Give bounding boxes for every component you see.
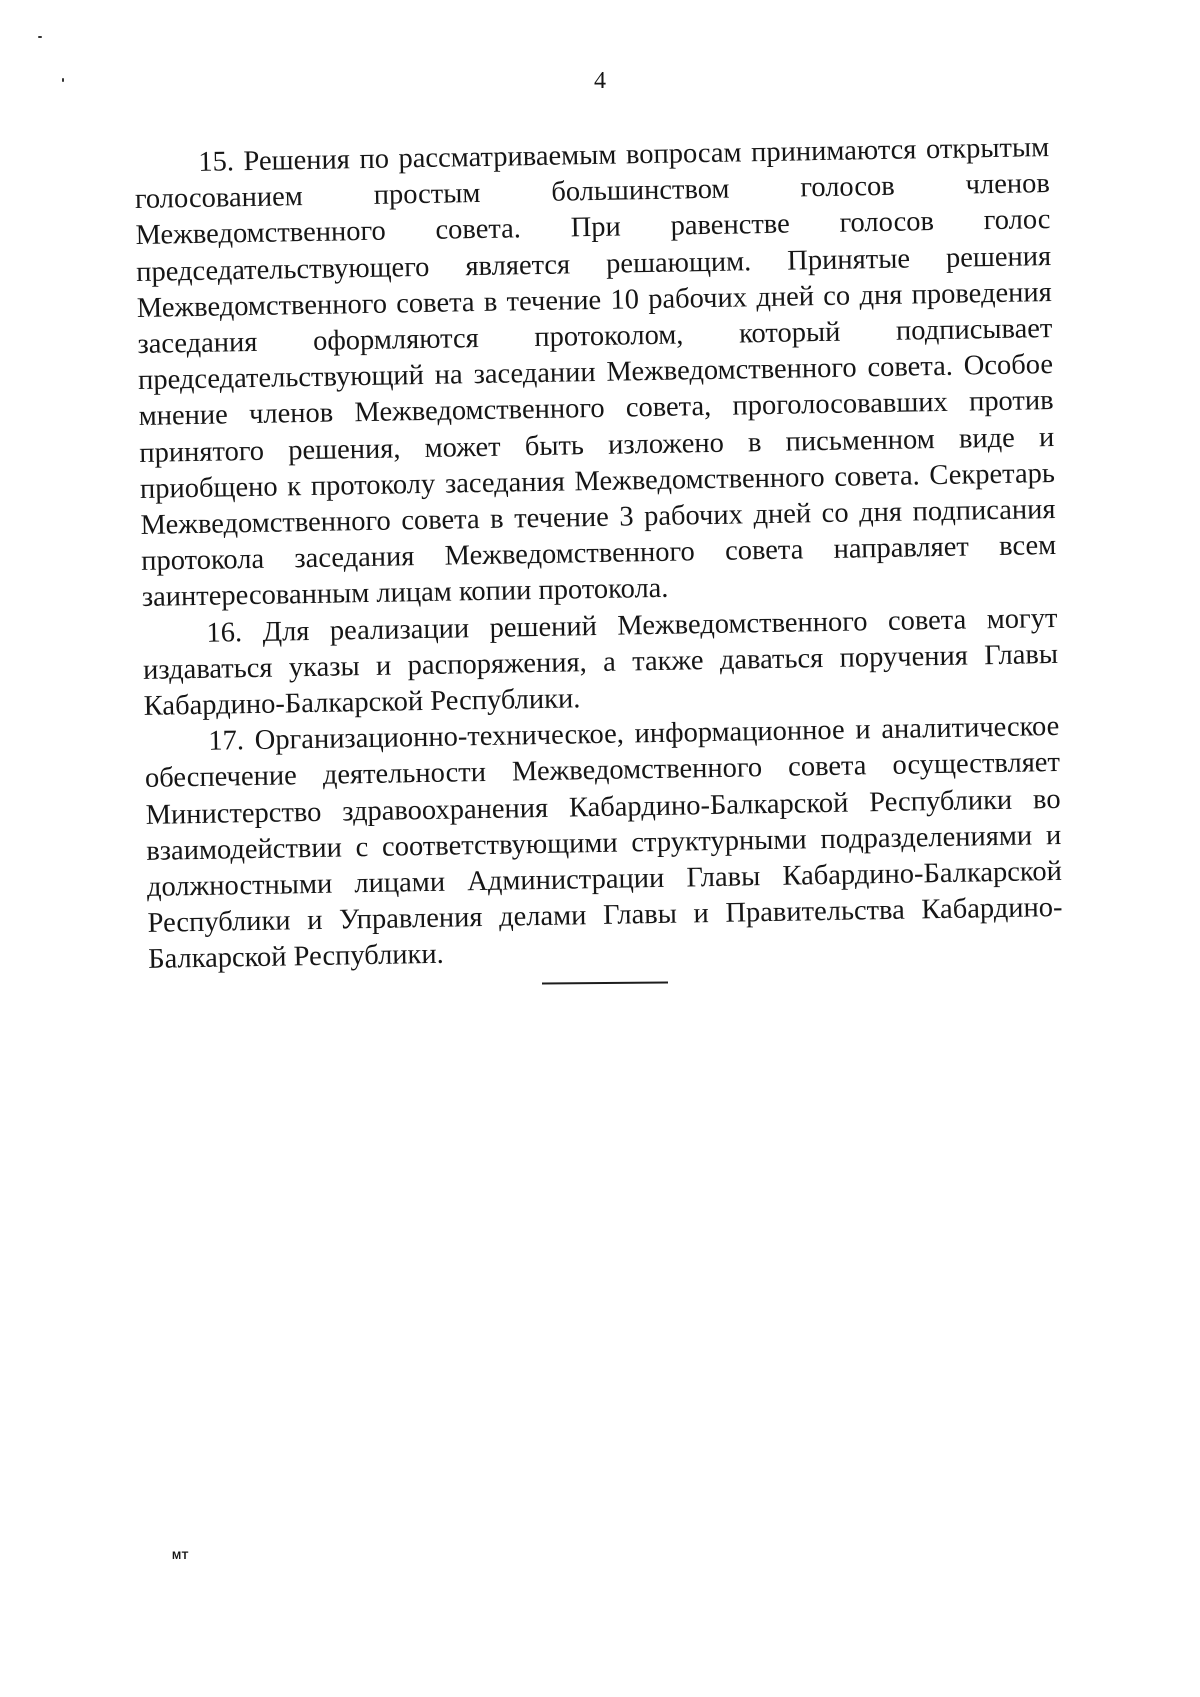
- scan-speck: [38, 36, 42, 38]
- paragraph-15: 15. Решения по рассматриваемым вопросам принимаются открытым голосованием простым большинством голосов членов Межведомственного совета. При равенстве голосов голос председательствующего является решающим. Принятые решения Межведомственного совета в течение 10 рабочих дней со дня проведения заседания оформляются протоколом, который подписывает председательствующий на заседании Межведомственного совета. Особое мнение членов Межведомственного совета, проголосовавших против принятого решения, может быть изложено в письменном виде и приобщено к протоколу заседания Межведомственного совета. Секретарь Межведомственного совета в течение 3 рабочих дней со дня подписания протокола заседания Межведомственного совета направляет всем заинтересованным лицам копии протокола.: [134, 132, 1057, 614]
- closing-divider-line: [542, 981, 668, 984]
- paragraph-16: 16. Для реализации решений Межведомственного совета могут издаваться указы и распоряжения, а также даваться поручения Главы Кабардино-Балкарской Республики.: [142, 602, 1059, 722]
- paragraph-17: 17. Организационно-техническое, информационное и аналитическое обеспечение деятельности Межведомственного совета осуществляет Министерство здравоохранения Кабардино-Балкарской Республики во взаимодействии с соответствующими структурными подразделениями и должностными лицами Администрации Главы Кабардино-Балкарской Республики и Управления делами Главы и Правительства Кабардино-Балкарской Республики.: [144, 711, 1063, 976]
- footer-initials: МТ: [172, 1550, 189, 1562]
- document-body: [134, 130, 1063, 979]
- page-number: 4: [594, 68, 606, 94]
